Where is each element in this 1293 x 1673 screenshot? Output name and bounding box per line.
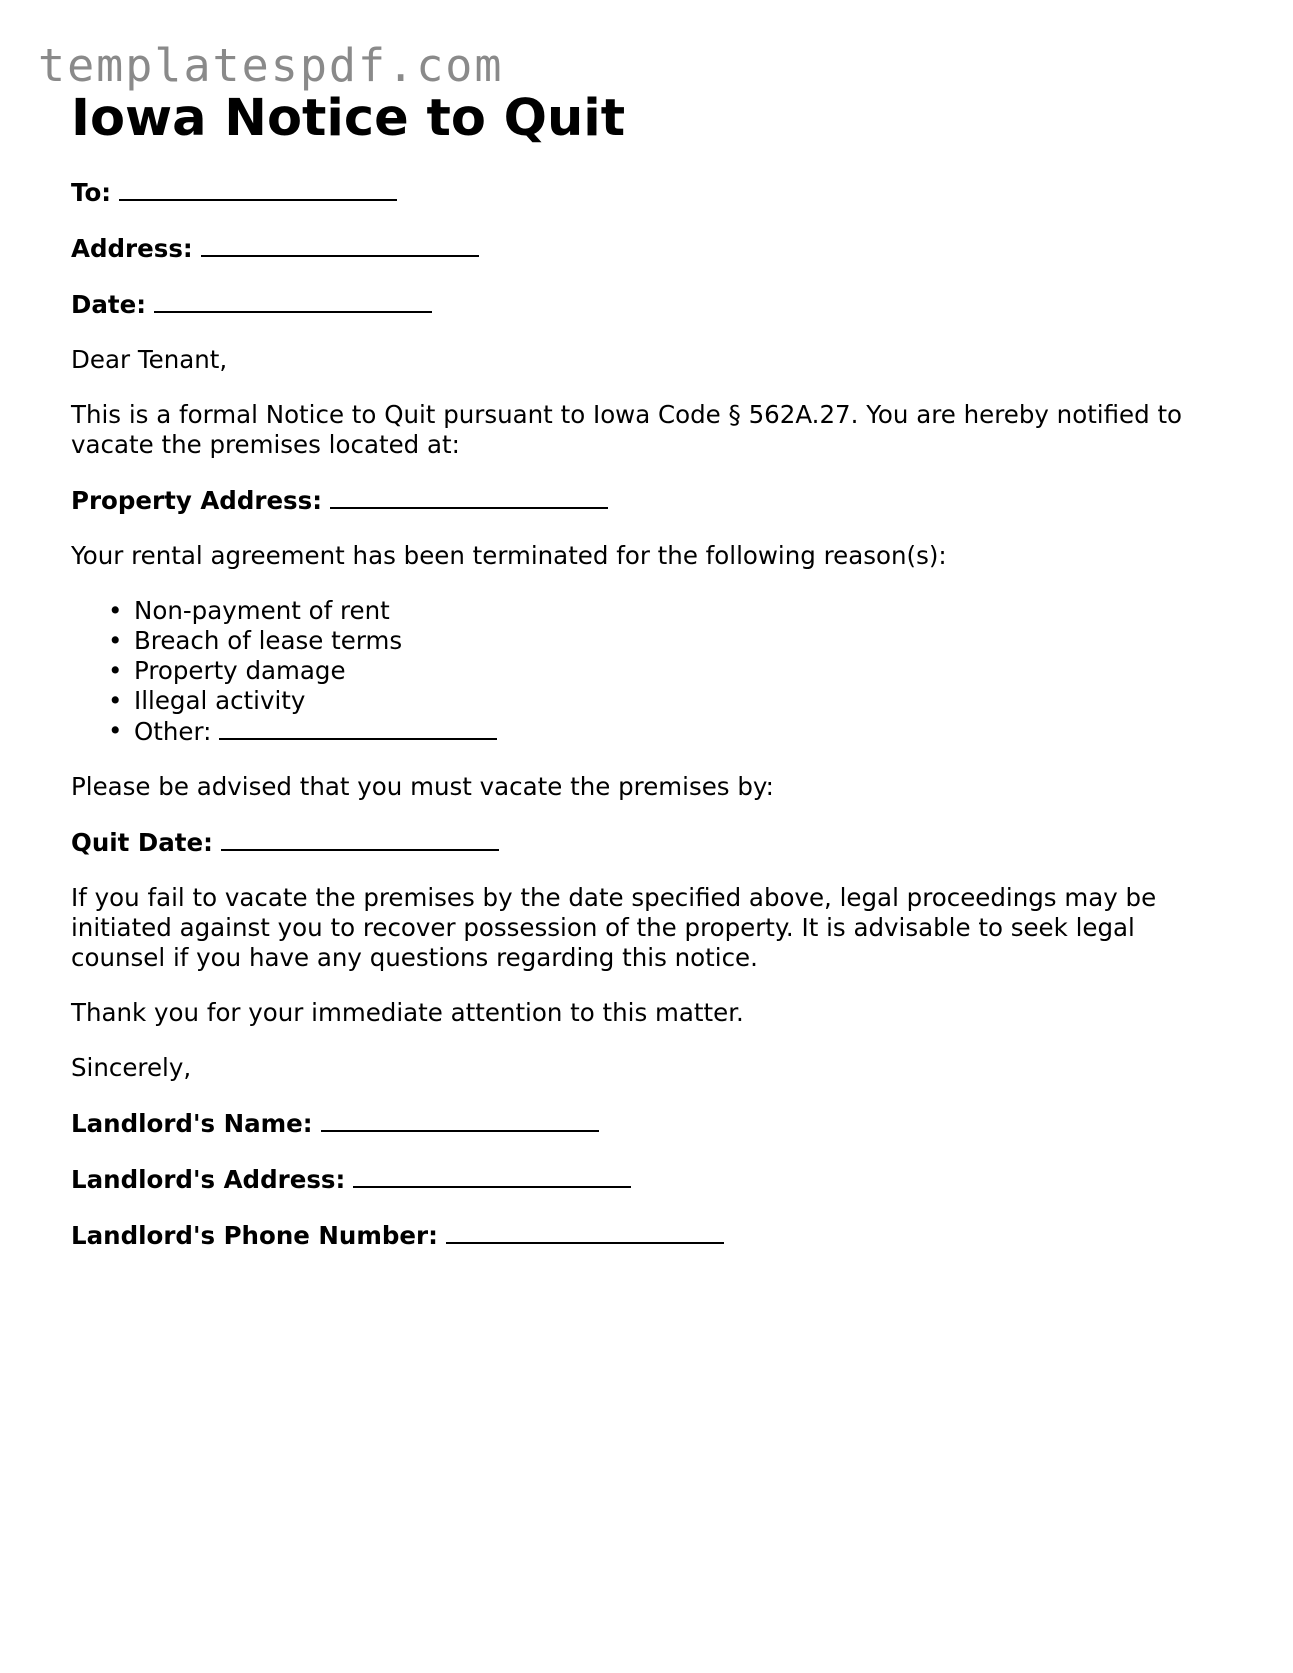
- landlord-name-field: [71, 1108, 1231, 1139]
- landlord-address-field: [71, 1164, 1231, 1195]
- closing: Sincerely,: [71, 1053, 192, 1082]
- to-field: [71, 177, 1231, 208]
- reason-text: Illegal activity: [134, 686, 306, 715]
- quit-date-label: Quit Date:: [71, 828, 213, 857]
- landlord-name-label: Landlord's Name:: [71, 1109, 313, 1138]
- property-address-label: Property Address:: [71, 486, 323, 515]
- reasons-intro: Your rental agreement has been terminated for the following reason(s):: [71, 541, 947, 570]
- reason-text: Property damage: [134, 656, 346, 685]
- page-title: Iowa Notice to Quit: [71, 89, 626, 148]
- watermark: templatespdf.com: [38, 39, 504, 92]
- address-label: Address:: [71, 234, 193, 263]
- bullet-icon: •: [108, 626, 123, 655]
- date-blank[interactable]: [154, 289, 432, 313]
- to-label: To:: [71, 178, 112, 207]
- property-address-field: [71, 485, 1231, 516]
- address-field: [71, 233, 1231, 264]
- address-blank[interactable]: [201, 233, 479, 257]
- quit-date-blank[interactable]: [221, 827, 499, 851]
- landlord-name-blank[interactable]: [321, 1108, 599, 1132]
- date-field: [71, 289, 1231, 320]
- bullet-icon: •: [108, 596, 123, 625]
- list-item: [71, 626, 1231, 656]
- list-item: [71, 686, 1231, 716]
- salutation: Dear Tenant,: [71, 345, 228, 374]
- reason-text: Breach of lease terms: [134, 626, 403, 655]
- reason-text: Non-payment of rent: [134, 596, 390, 625]
- list-item: [71, 656, 1231, 686]
- date-label: Date:: [71, 290, 146, 319]
- reasons-list: [71, 596, 1231, 747]
- property-address-blank[interactable]: [330, 485, 608, 509]
- other-reason-blank[interactable]: [219, 716, 497, 740]
- quit-date-field: [71, 827, 1231, 858]
- landlord-address-label: Landlord's Address:: [71, 1165, 346, 1194]
- advisory-paragraph: Please be advised that you must vacate the premises by:: [71, 772, 774, 801]
- reason-text: Other:: [134, 717, 212, 746]
- landlord-phone-label: Landlord's Phone Number:: [71, 1221, 438, 1250]
- landlord-phone-blank[interactable]: [446, 1220, 724, 1244]
- to-blank[interactable]: [119, 177, 397, 201]
- landlord-address-blank[interactable]: [353, 1164, 631, 1188]
- bullet-icon: •: [108, 686, 123, 715]
- bullet-icon: •: [108, 656, 123, 685]
- thanks-paragraph: Thank you for your immediate attention to this matter.: [71, 998, 744, 1027]
- document: [71, 88, 1231, 1276]
- list-item: [71, 716, 1231, 747]
- bullet-icon: •: [108, 716, 123, 745]
- list-item: [71, 596, 1231, 626]
- warning-paragraph: If you fail to vacate the premises by the date specified above, legal proceedings may be initiated against you to recover possession of the property. It is advisable to seek legal counsel if you have any questions regarding this notice.: [71, 883, 1157, 972]
- intro-paragraph: This is a formal Notice to Quit pursuant to Iowa Code § 562A.27. You are hereby notified to vacate the premises located at:: [71, 400, 1183, 459]
- landlord-phone-field: [71, 1220, 1231, 1251]
